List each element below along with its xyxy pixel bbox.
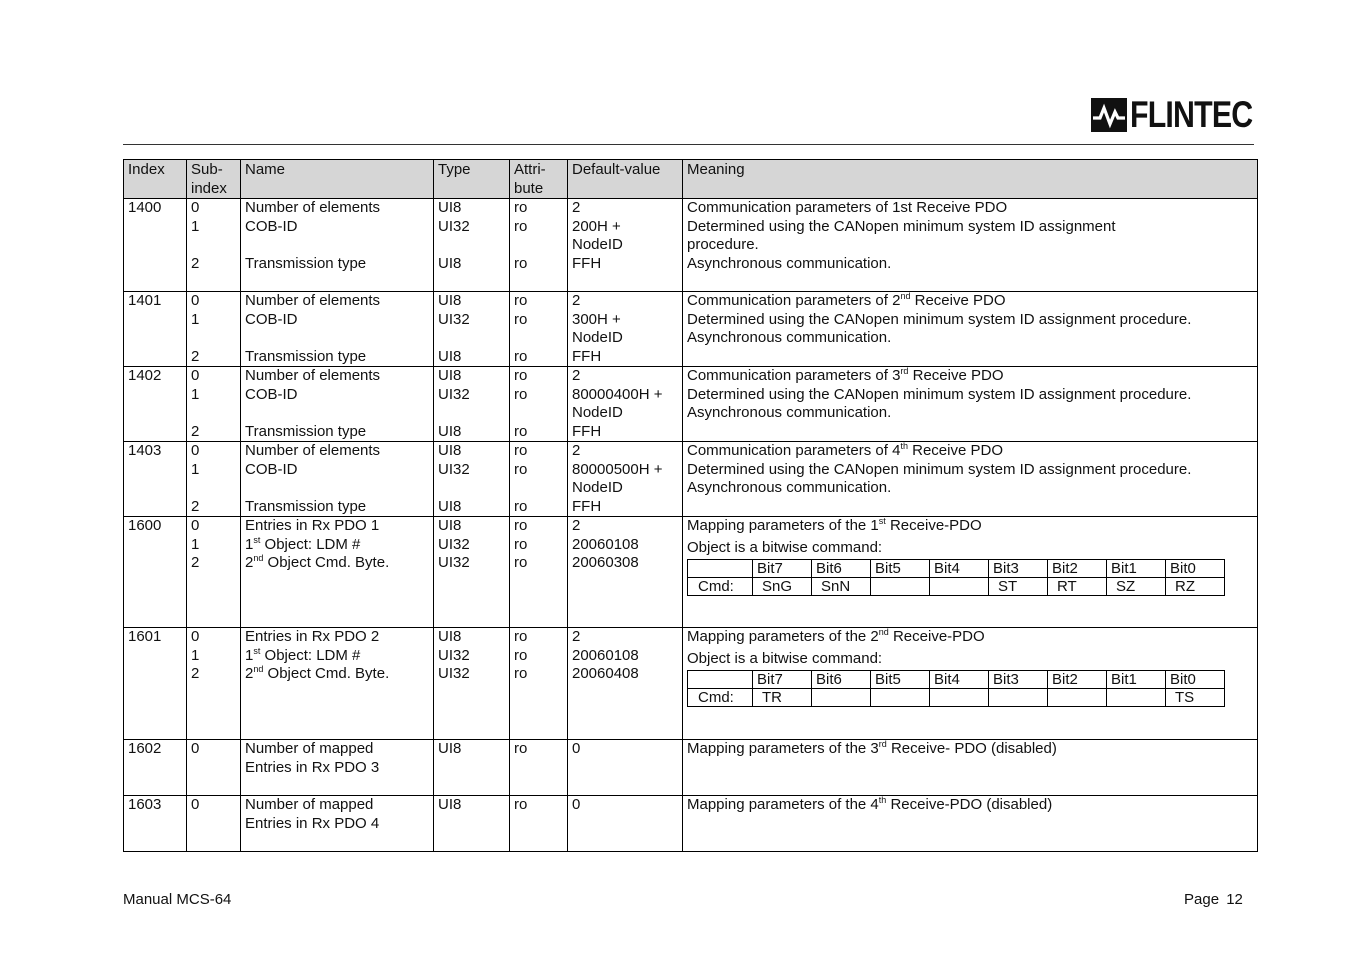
row-index: 1603 (124, 796, 187, 852)
cmd-cell: TS (1166, 689, 1225, 707)
table-row (124, 199, 1258, 292)
footer-manual-title: Manual MCS-64 (123, 891, 232, 908)
bit-label: Bit4 (930, 671, 989, 689)
cmd-cell: TR (753, 689, 812, 707)
row-meaning: Mapping parameters of the 1st Receive-PDO Object is a bitwise command: Bit7 Bit6 Bit5 Bit4 Bit3 Bit2 Bit1 Bit0 Cmd: SnG SnN ST RT SZ RZ (683, 517, 1258, 628)
row-subindex: 0 (187, 740, 241, 796)
cmd-cell: ST (989, 578, 1048, 596)
row-index: 1402 (124, 367, 187, 442)
bit-label: Bit0 (1166, 671, 1225, 689)
flintec-logo-mark-icon (1091, 98, 1127, 132)
cmd-cell (1048, 689, 1107, 707)
cmd-cell (989, 689, 1048, 707)
logo-text: FLINTEC (1130, 94, 1253, 135)
row-default-value: 2 200H + NodeID FFH (568, 199, 683, 292)
cmd-cell: SZ (1107, 578, 1166, 596)
row-default-value: 2 20060108 20060308 (568, 517, 683, 628)
bit-label: Bit7 (753, 560, 812, 578)
cmd-cell (812, 689, 871, 707)
footer-page-number: Page 12 (1184, 891, 1243, 908)
bit-label: Bit1 (1107, 560, 1166, 578)
row-type: UI8 UI32 UI32 (434, 517, 510, 628)
row-name: Number of mapped Entries in Rx PDO 3 (241, 740, 434, 796)
bit-label: Bit6 (812, 560, 871, 578)
row-name: Entries in Rx PDO 2 1st Object: LDM # 2nd Object Cmd. Byte. (241, 628, 434, 740)
row-type: UI8 UI32 UI32 (434, 628, 510, 740)
command-bit-table (687, 559, 1225, 596)
row-subindex: 0 1 2 (187, 442, 241, 517)
row-subindex: 0 1 2 (187, 199, 241, 292)
row-subindex: 0 1 2 (187, 517, 241, 628)
row-subindex: 0 1 2 (187, 292, 241, 367)
row-name: Number of mapped Entries in Rx PDO 4 (241, 796, 434, 852)
row-name: Number of elements COB-ID Transmission type (241, 199, 434, 292)
row-index: 1401 (124, 292, 187, 367)
row-name: Entries in Rx PDO 1 1st Object: LDM # 2nd Object Cmd. Byte. (241, 517, 434, 628)
row-attribute: ro ro ro (510, 442, 568, 517)
cmd-cell: RZ (1166, 578, 1225, 596)
row-type: UI8 UI32 UI8 (434, 367, 510, 442)
header-index: Index (124, 160, 187, 199)
cmd-cell: SnN (812, 578, 871, 596)
header-type: Type (434, 160, 510, 199)
bit-label: Bit7 (753, 671, 812, 689)
row-subindex: 0 1 2 (187, 628, 241, 740)
row-name: Number of elements COB-ID Transmission type (241, 442, 434, 517)
row-meaning: Mapping parameters of the 2nd Receive-PDO Object is a bitwise command: Bit7 Bit6 Bit5 Bit4 Bit3 Bit2 Bit1 Bit0 Cmd: TR TS (683, 628, 1258, 740)
table-row (124, 517, 1258, 628)
row-attribute: ro (510, 796, 568, 852)
cmd-cell (930, 578, 989, 596)
row-default-value: 0 (568, 796, 683, 852)
table-row (124, 628, 1258, 740)
header-default-value: Default-value (568, 160, 683, 199)
bit-label: Bit2 (1048, 560, 1107, 578)
row-name: Number of elements COB-ID Transmission type (241, 292, 434, 367)
row-index: 1602 (124, 740, 187, 796)
object-dictionary-table (123, 159, 1258, 852)
row-meaning: Communication parameters of 3rd Receive PDO Determined using the CANopen minimum system ID assignment procedure. Asynchronous communication. (683, 367, 1258, 442)
cmd-cell (930, 689, 989, 707)
cmd-label: Cmd: (688, 689, 753, 707)
header-subindex: Sub- index (187, 160, 241, 199)
table-row (124, 292, 1258, 367)
row-default-value: 2 80000500H + NodeID FFH (568, 442, 683, 517)
row-attribute: ro ro ro (510, 628, 568, 740)
row-attribute: ro ro ro (510, 199, 568, 292)
row-name: Number of elements COB-ID Transmission type (241, 367, 434, 442)
row-type: UI8 UI32 UI8 (434, 292, 510, 367)
row-meaning: Communication parameters of 2nd Receive PDO Determined using the CANopen minimum system ID assignment procedure. Asynchronous communication. (683, 292, 1258, 367)
header-meaning: Meaning (683, 160, 1258, 199)
bit-label: Bit5 (871, 560, 930, 578)
cmd-cell (1107, 689, 1166, 707)
row-attribute: ro (510, 740, 568, 796)
cmd-cell: RT (1048, 578, 1107, 596)
bit-label: Bit2 (1048, 671, 1107, 689)
row-meaning: Communication parameters of 4th Receive PDO Determined using the CANopen minimum system ID assignment procedure. Asynchronous communication. (683, 442, 1258, 517)
row-attribute: ro ro ro (510, 292, 568, 367)
row-default-value: 2 300H + NodeID FFH (568, 292, 683, 367)
bit-label: Bit3 (989, 560, 1048, 578)
row-subindex: 0 1 2 (187, 367, 241, 442)
row-meaning: Mapping parameters of the 3rd Receive- PDO (disabled) (683, 740, 1258, 796)
row-subindex: 0 (187, 796, 241, 852)
table-row (124, 442, 1258, 517)
row-type: UI8 (434, 740, 510, 796)
cmd-cell: SnG (753, 578, 812, 596)
row-index: 1600 (124, 517, 187, 628)
header-rule (123, 144, 1254, 145)
row-default-value: 2 80000400H + NodeID FFH (568, 367, 683, 442)
command-bit-table (687, 670, 1225, 707)
header-attribute: Attri- bute (510, 160, 568, 199)
bit-label: Bit5 (871, 671, 930, 689)
cmd-cell (871, 689, 930, 707)
cmd-cell (871, 578, 930, 596)
row-default-value: 2 20060108 20060408 (568, 628, 683, 740)
row-type: UI8 (434, 796, 510, 852)
table-header-row (124, 160, 1258, 199)
cmd-label: Cmd: (688, 578, 753, 596)
bit-label: Bit6 (812, 671, 871, 689)
table-row (124, 740, 1258, 796)
row-type: UI8 UI32 UI8 (434, 199, 510, 292)
bit-label: Bit3 (989, 671, 1048, 689)
row-attribute: ro ro ro (510, 367, 568, 442)
bit-label: Bit0 (1166, 560, 1225, 578)
table-row (124, 796, 1258, 852)
row-index: 1400 (124, 199, 187, 292)
row-type: UI8 UI32 UI8 (434, 442, 510, 517)
table-row (124, 367, 1258, 442)
header-name: Name (241, 160, 434, 199)
row-index: 1601 (124, 628, 187, 740)
row-default-value: 0 (568, 740, 683, 796)
row-attribute: ro ro ro (510, 517, 568, 628)
flintec-logo (1091, 94, 1259, 135)
bit-label: Bit1 (1107, 671, 1166, 689)
row-meaning: Communication parameters of 1st Receive PDO Determined using the CANopen minimum system ID assignment procedure. Asynchronous communication. (683, 199, 1258, 292)
row-meaning: Mapping parameters of the 4th Receive-PDO (disabled) (683, 796, 1258, 852)
row-index: 1403 (124, 442, 187, 517)
bit-label: Bit4 (930, 560, 989, 578)
